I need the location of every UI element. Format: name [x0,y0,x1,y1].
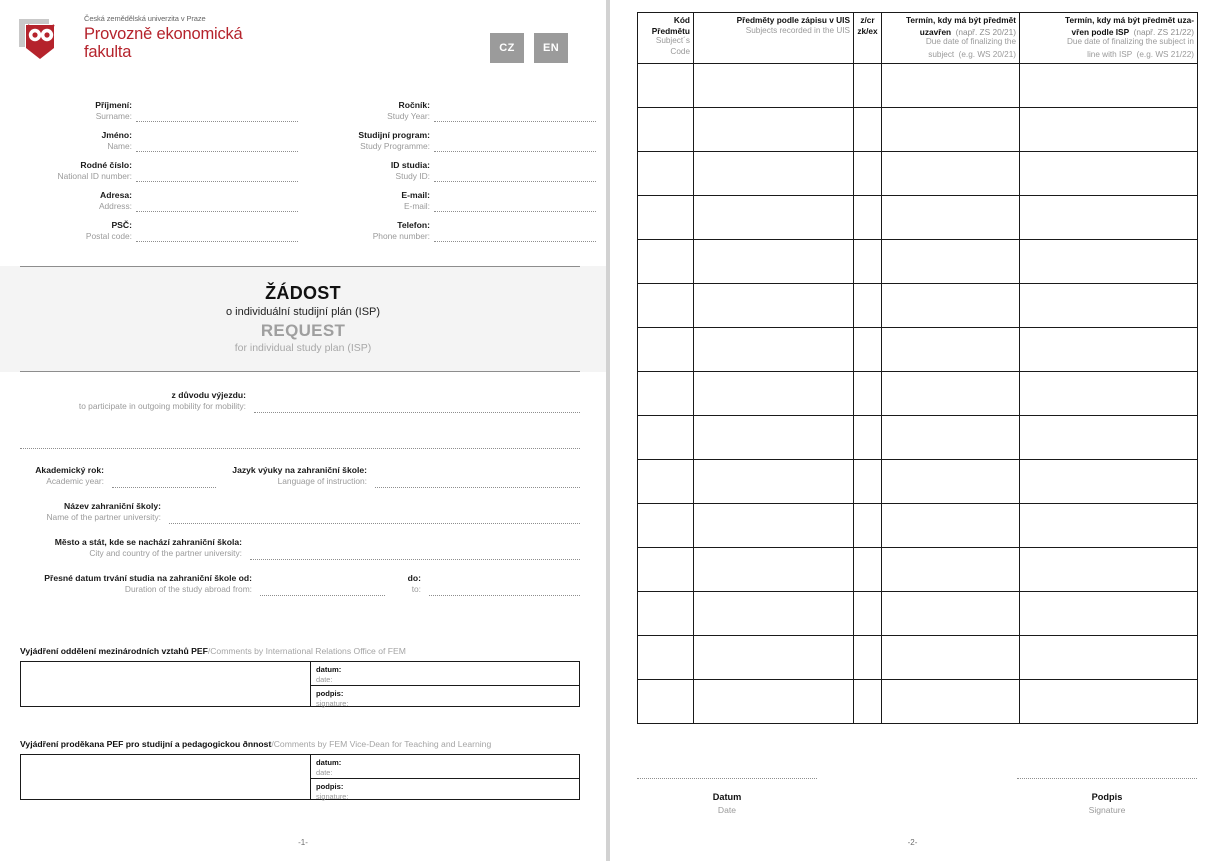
table-row [638,416,1198,460]
comments-io-title-cz: Vyjádření oddělení mezinárodních vztahů PEF [20,646,208,656]
comments-vice-dean-title [20,738,580,750]
language-switcher [490,33,568,63]
field-phone-label-cz: Telefon: [397,220,430,230]
personal-fields-left-column [8,100,298,250]
col-due-date-isp-cz-l1: Termín, kdy má být předmět uza- [1065,15,1194,25]
table-cell[interactable] [638,416,694,460]
faculty-name-line1: Provozně ekonomická [84,25,243,43]
table-cell[interactable] [882,284,1020,328]
signature-date-label-cz: Datum [712,792,742,802]
field-mobility-reason [0,390,606,420]
col-due-date-uis-en-l2: subject [928,49,955,59]
brand-text [84,14,243,61]
personal-fields-right-column [306,100,596,250]
comments-io-sign-label-en: signature: [316,699,349,708]
field-duration-from-label-en: Duration of the study abroad from: [124,584,252,594]
table-cell[interactable] [854,416,882,460]
field-partner-university-label-en: Name of the partner university: [46,512,161,522]
field-national-id-input[interactable] [136,181,298,182]
table-row [638,680,1198,724]
field-postal-code-input[interactable] [136,241,298,242]
subjects-table-header-row [638,13,1198,64]
field-study-id-label-en: Study ID: [395,171,430,181]
table-cell[interactable] [694,372,854,416]
table-cell[interactable] [882,460,1020,504]
comments-io-signature-cell[interactable] [311,686,579,709]
table-cell[interactable] [638,680,694,724]
field-national-id-label-en: National ID number: [57,171,132,181]
table-cell[interactable] [638,460,694,504]
field-study-programme [306,130,596,160]
table-cell[interactable] [1020,328,1198,372]
table-cell[interactable] [694,284,854,328]
col-subjects-uis-cz: Předměty podle zápisu v UIS [736,15,850,25]
page-title-en: REQUEST [260,321,346,340]
table-cell[interactable] [854,152,882,196]
table-cell[interactable] [638,64,694,108]
table-cell[interactable] [638,548,694,592]
col-subject-code-en-l1: Subject´s [655,36,690,45]
field-name-label-cz: Jméno: [101,130,132,140]
field-academic-year-label-cz: Akademický rok: [35,465,104,475]
field-name [8,130,298,160]
table-cell[interactable] [854,372,882,416]
brand-header [18,14,588,66]
table-cell[interactable] [1020,240,1198,284]
col-due-date-uis-en-l2-wrap [885,48,1016,61]
table-cell[interactable] [1020,504,1198,548]
table-row [638,636,1198,680]
field-study-year-input[interactable] [434,121,596,122]
table-cell[interactable] [854,328,882,372]
field-language-label-en: Language of instruction: [277,476,367,486]
table-row [638,64,1198,108]
page-2 [606,0,1219,861]
table-cell[interactable] [882,240,1020,284]
table-cell[interactable] [694,64,854,108]
col-subject-code-cz-l1: Kód [673,15,690,25]
field-duration-to-label-cz: do: [407,573,421,583]
signature-sign-label-cz: Podpis [1091,792,1123,802]
comments-international-office [20,645,580,707]
field-duration-from-label-cz: Přesné datum trvání studia na zahraniční škole od: [44,573,252,583]
signature-date-line[interactable] [637,778,817,779]
table-cell[interactable] [854,636,882,680]
page-1-number: -1- [298,838,308,847]
col-credits-z: z/cr [860,15,875,25]
table-cell[interactable] [694,680,854,724]
field-duration-to-label-en: to: [411,584,421,594]
table-row [638,592,1198,636]
table-cell[interactable] [854,64,882,108]
table-cell[interactable] [854,460,882,504]
comments-vd-text-area[interactable] [21,755,311,799]
table-cell[interactable] [882,416,1020,460]
table-row [638,460,1198,504]
table-cell[interactable] [1020,416,1198,460]
table-cell[interactable] [1020,592,1198,636]
table-cell[interactable] [882,328,1020,372]
field-partner-university-label-cz: Název zahraniční školy: [64,501,161,511]
field-partner-university-input[interactable] [169,523,580,524]
col-due-date-uis-en-l1: Due date of finalizing the [925,37,1016,46]
table-cell[interactable] [1020,680,1198,724]
table-cell[interactable] [638,328,694,372]
comments-vd-signature-cell[interactable] [311,779,579,802]
field-address-label-en: Address: [98,201,132,211]
table-cell[interactable] [882,504,1020,548]
page-subtitle-en: for individual study plan (ISP) [234,342,372,354]
col-due-date-uis-cz-l2-wrap [885,26,1016,38]
table-cell[interactable] [882,372,1020,416]
table-cell[interactable] [854,240,882,284]
field-study-programme-input[interactable] [434,151,596,152]
table-cell[interactable] [882,636,1020,680]
col-credits-exam [854,13,882,64]
field-phone-input[interactable] [434,241,596,242]
field-surname-input[interactable] [136,121,298,122]
field-partner-city-label-cz: Město a stát, kde se nachází zahraniční škola: [54,537,242,547]
comments-vd-date-label-en: date: [316,768,333,777]
col-due-date-isp [1020,13,1198,64]
field-email-label-en: E-mail: [403,201,430,211]
field-duration-to-input[interactable] [429,595,580,596]
field-mobility-reason-label-en: to participate in outgoing mobility for mobility: [78,401,246,411]
subjects-table [637,12,1198,724]
field-phone [306,220,596,250]
comments-io-date-label-en: date: [316,675,333,684]
university-name: Česká zemědělská univerzita v Praze [84,14,206,23]
field-study-year-label-en: Study Year: [387,111,430,121]
comments-vd-sign-label-cz: podpis: [316,782,344,791]
table-cell[interactable] [694,636,854,680]
table-cell[interactable] [638,592,694,636]
table-cell[interactable] [1020,284,1198,328]
field-address [8,190,298,220]
table-cell[interactable] [882,108,1020,152]
col-subject-code-en-l2: Code [670,46,690,56]
table-cell[interactable] [694,152,854,196]
table-cell[interactable] [694,240,854,284]
table-cell[interactable] [854,196,882,240]
field-study-year-label-cz: Ročník: [398,100,430,110]
table-cell[interactable] [694,108,854,152]
table-cell[interactable] [638,108,694,152]
comments-vice-dean [20,738,580,800]
comments-vd-sign-label-en: signature: [316,792,349,801]
field-academic-year-label-en: Academic year: [46,476,104,486]
field-study-duration [0,573,606,603]
col-due-date-isp-en-l1: Due date of finalizing the subject in [1067,37,1194,46]
table-row [638,548,1198,592]
field-name-label-en: Name: [107,141,132,151]
table-cell[interactable] [638,636,694,680]
field-address-label-cz: Adresa: [100,190,132,200]
table-row [638,328,1198,372]
field-email [306,190,596,220]
col-due-date-isp-cz-l2-wrap [1023,26,1194,38]
title-rule-bottom [20,371,580,372]
field-surname-label-en: Surname: [95,111,132,121]
table-cell[interactable] [854,504,882,548]
col-credits-exam-l1 [857,15,878,26]
comments-international-office-title [20,645,580,657]
field-postal-code [8,220,298,250]
table-cell[interactable] [694,196,854,240]
table-cell[interactable] [1020,372,1198,416]
field-partner-city-label-en: City and country of the partner university: [89,548,242,558]
field-study-id-label-cz: ID studia: [390,160,430,170]
comments-vd-date-label-cz: datum: [316,758,342,767]
table-cell[interactable] [1020,108,1198,152]
table-cell[interactable] [1020,196,1198,240]
table-cell[interactable] [882,548,1020,592]
comments-io-text-area[interactable] [21,662,311,706]
col-due-date-isp-en-l2: line with ISP [1087,49,1133,59]
field-name-input[interactable] [136,151,298,152]
field-academic-year-input[interactable] [112,487,216,488]
field-surname-label-cz: Příjmení: [95,100,132,110]
table-cell[interactable] [854,284,882,328]
table-cell[interactable] [694,328,854,372]
field-study-id-input[interactable] [434,181,596,182]
table-cell[interactable] [1020,152,1198,196]
table-cell[interactable] [1020,64,1198,108]
table-cell[interactable] [854,680,882,724]
table-cell[interactable] [694,460,854,504]
table-cell[interactable] [638,196,694,240]
page-title-cz: ŽÁDOST [265,283,341,303]
field-phone-label-en: Phone number: [372,231,430,241]
col-due-date-uis-cz-l2: uzavřen [919,26,952,37]
field-partner-university [0,501,606,531]
comments-io-date-label-cz: datum: [316,665,342,674]
table-cell[interactable] [638,152,694,196]
field-email-label-cz: E-mail: [401,190,430,200]
field-mobility-reason-label-cz: z důvodu výjezdu: [171,390,246,400]
table-cell[interactable] [694,504,854,548]
col-subjects-uis-en: Subjects recorded in the UIS [745,25,850,35]
document-title-band [0,266,606,372]
col-subject-code-cz-l2: Předmětu [651,25,690,36]
table-cell[interactable] [854,108,882,152]
col-subject-code [638,13,694,64]
comments-vd-date-cell[interactable] [311,755,579,779]
subjects-table-body [638,64,1198,724]
comments-io-title-en: /Comments by International Relations Office of FEM [207,646,406,656]
field-address-input[interactable] [136,211,298,212]
page-1 [0,0,606,861]
table-row [638,284,1198,328]
comments-io-sign-label-cz: podpis: [316,689,344,698]
table-cell[interactable] [694,592,854,636]
table-row [638,240,1198,284]
field-language-label-cz: Jazyk výuky na zahraniční škole: [232,465,367,475]
mobility-details-section [0,390,606,594]
table-cell[interactable] [882,680,1020,724]
signature-sign-line[interactable] [1017,778,1197,779]
table-row [638,196,1198,240]
field-duration-from-input[interactable] [260,595,385,596]
czu-owl-logo-icon [18,18,64,60]
col-due-date-uis-cz-l1: Termín, kdy má být předmět [905,15,1016,25]
personal-info-fields [0,100,606,250]
field-surname [8,100,298,130]
signature-sign-label-en: Signature [1088,805,1126,815]
table-row [638,504,1198,548]
field-language-input[interactable] [375,487,580,488]
field-partner-city-input[interactable] [250,559,580,560]
lang-button-cz[interactable]: CZ [490,33,524,63]
table-row [638,108,1198,152]
table-row [638,372,1198,416]
title-rule-top [20,266,580,267]
lang-button-en[interactable]: EN [534,33,568,63]
field-study-year [306,100,596,130]
table-cell[interactable] [882,592,1020,636]
col-due-date-uis [882,13,1020,64]
col-due-date-uis-cz-example: (např. ZS 20/21) [955,26,1016,37]
table-cell[interactable] [638,504,694,548]
field-study-programme-label-en: Study Programme: [360,141,430,151]
table-cell[interactable] [1020,636,1198,680]
table-cell[interactable] [882,152,1020,196]
field-postal-code-label-en: Postal code: [85,231,132,241]
table-cell[interactable] [694,548,854,592]
table-cell[interactable] [1020,460,1198,504]
field-study-id [306,160,596,190]
signature-block-date [637,778,817,817]
field-study-programme-label-cz: Studijní program: [358,130,430,140]
col-due-date-uis-en-example: (e.g. WS 20/21) [958,49,1016,59]
field-academic-year-and-language [0,465,606,495]
col-credits-exam-l2: zk/ex [857,25,878,36]
col-subjects-uis [694,13,854,64]
comments-vd-title-en: /Comments by FEM Vice-Dean for Teaching and Learning [271,739,492,749]
signature-date-label-en: Date [717,805,737,815]
page-2-number: -2- [907,838,918,847]
page-subtitle-cz: o individuální studijní plán (ISP) [225,306,381,318]
col-due-date-isp-en-example: (e.g. WS 21/22) [1136,49,1194,59]
field-mobility-reason-input-line2[interactable] [20,448,580,449]
field-email-input[interactable] [434,211,596,212]
field-postal-code-label-cz: PSČ: [111,220,132,230]
field-national-id-label-cz: Rodné číslo: [80,160,132,170]
comments-vd-title-cz: Vyjádření proděkana PEF pro studijní a pedagogickou ðnnost [20,739,272,749]
field-mobility-reason-input[interactable] [254,412,580,413]
signature-block-signature [1017,778,1197,817]
table-cell[interactable] [1020,548,1198,592]
table-cell[interactable] [882,196,1020,240]
table-cell[interactable] [638,240,694,284]
field-partner-city [0,537,606,567]
table-row [638,152,1198,196]
table-cell[interactable] [854,592,882,636]
col-due-date-isp-en-l2-wrap [1023,48,1194,61]
faculty-name-line2: fakulta [84,43,132,61]
page-2-signature-area [637,778,1197,817]
comments-io-date-cell[interactable] [311,662,579,686]
table-cell[interactable] [638,284,694,328]
table-cell[interactable] [694,416,854,460]
table-cell[interactable] [638,372,694,416]
col-due-date-isp-cz-l2: vřen podle ISP [1071,26,1130,37]
table-cell[interactable] [882,64,1020,108]
table-cell[interactable] [854,548,882,592]
field-national-id [8,160,298,190]
col-due-date-isp-cz-example: (např. ZS 21/22) [1133,26,1194,37]
